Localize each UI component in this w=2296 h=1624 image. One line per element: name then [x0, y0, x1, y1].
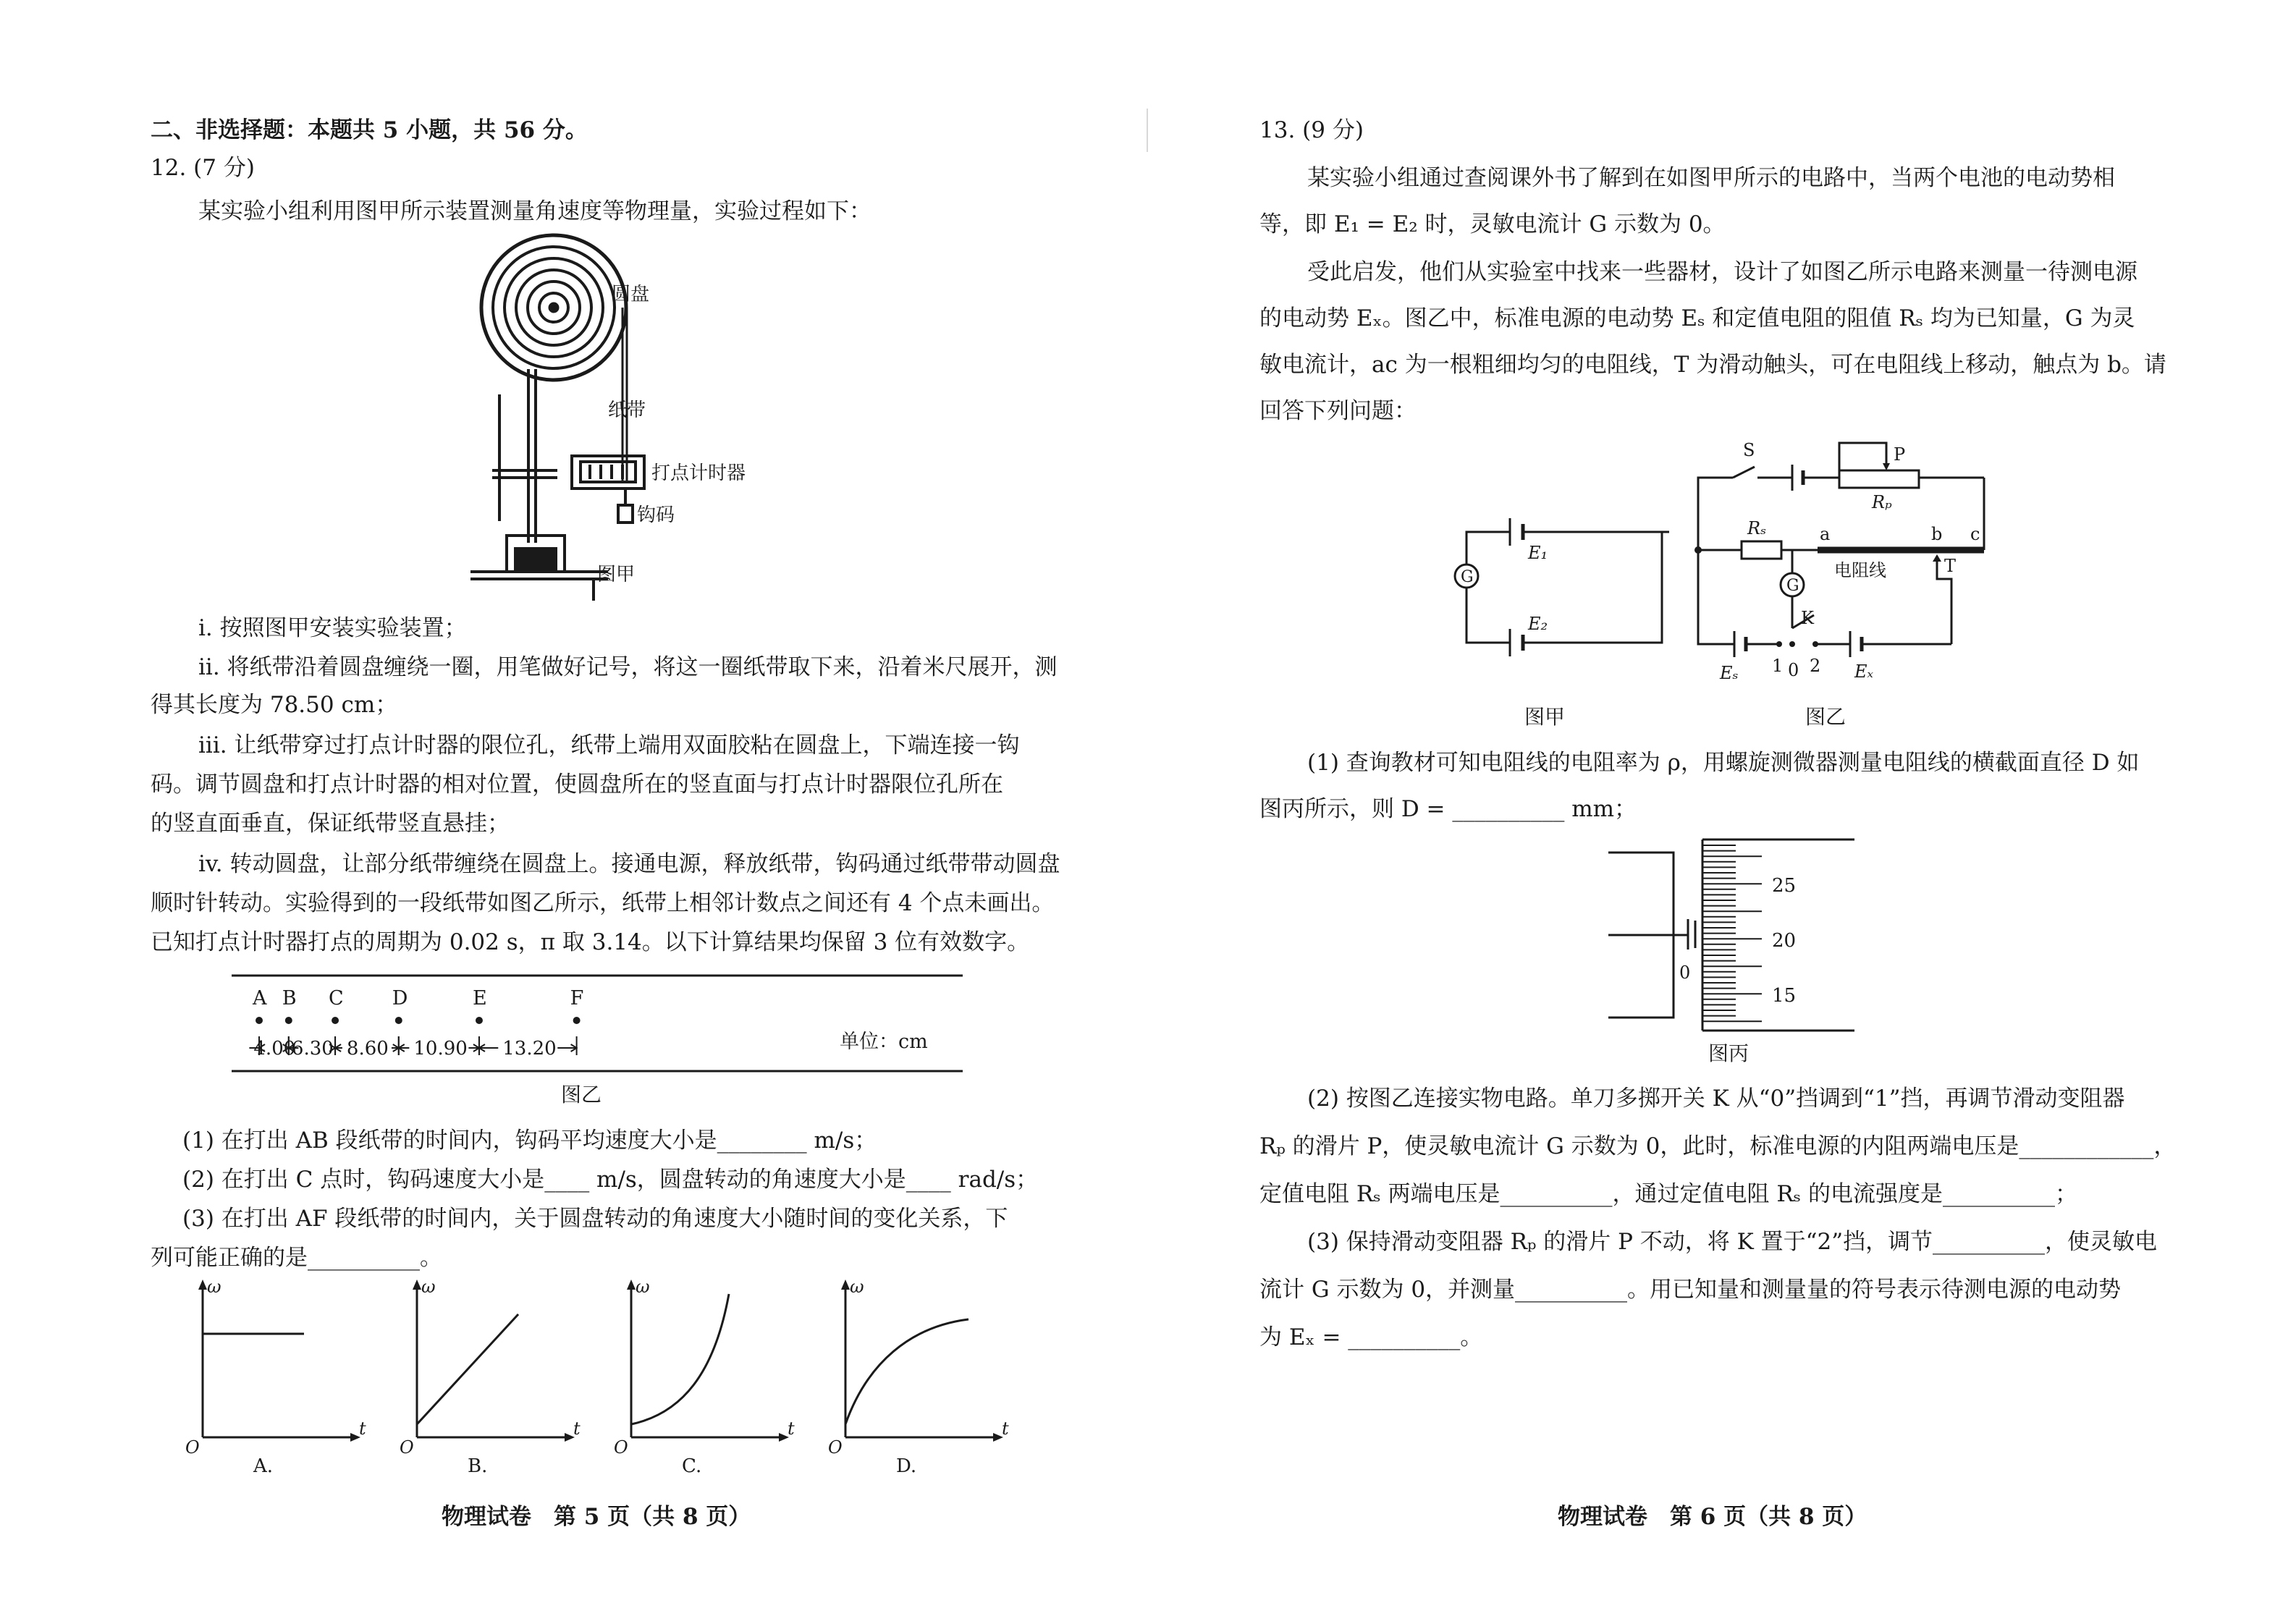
- q13-sub1-line1: (1) 查询教材可知电阻线的电阻率为 ρ，用螺旋测微器测量电阻线的横截面直径 D 如: [1307, 750, 2140, 776]
- yi-t-label: T: [1944, 556, 1957, 576]
- label-disk: 圆盘: [612, 284, 650, 305]
- tape-segments: [249, 1036, 576, 1060]
- step-4-line3: 已知打点计时器打点的周期为 0.02 s，π 取 3.14。以下计算结果均保留 3 位有效数字。: [151, 929, 1030, 955]
- yi-k-label: K: [1801, 608, 1814, 628]
- tape-distance-label: 8.60: [346, 1038, 389, 1060]
- graph-option-label: D.: [896, 1455, 917, 1477]
- graph-y-label: ω: [850, 1277, 864, 1297]
- graph-y-label: ω: [207, 1277, 221, 1297]
- micrometer-label-15: 15: [1772, 985, 1797, 1007]
- tape-points: [252, 987, 583, 1024]
- yi-c-label: c: [1970, 524, 1980, 544]
- figure-jia-apparatus: [463, 232, 746, 608]
- omega-t-option-graphs: [181, 1277, 1050, 1477]
- question-13-number: 13. (9 分): [1259, 117, 1364, 143]
- q13-sub2-line3: 定值电阻 Rₛ 两端电压是__________，通过定值电阻 Rₛ 的电流强度是__________；: [1259, 1181, 2077, 1207]
- tape-distance-label: 4.00: [253, 1038, 296, 1060]
- yi-wire-label: 电阻线: [1834, 560, 1886, 580]
- tape-point: [476, 1017, 483, 1024]
- figure-yi-caption: 图乙: [561, 1083, 602, 1107]
- q13-para2-line3: 敏电流计，ac 为一根粗细均匀的电阻线，T 为滑动触头，可在电阻线上移动，触点为 b。请: [1259, 352, 2166, 378]
- step-4-line2: 顺时针转动。实验得到的一段纸带如图乙所示，纸带上相邻计数点之间还有 4 个点未画出。: [151, 890, 1055, 916]
- graph-option-label: A.: [253, 1455, 274, 1477]
- tape-point: [332, 1017, 339, 1024]
- yi-es-label: Eₛ: [1720, 663, 1739, 683]
- tape-unit: 单位：cm: [840, 1031, 928, 1053]
- q13-para2-line2: 的电动势 Eₓ。图乙中，标准电源的电动势 Eₛ 和定值电阻的阻值 Rₛ 均为已知量，G 为灵: [1259, 305, 2135, 331]
- q13-sub2-line1: (2) 按图乙连接实物电路。单刀多掷开关 K 从“0”挡调到“1”挡，再调节滑动变阻器: [1307, 1086, 2125, 1112]
- figure-yi-paper-tape: [232, 963, 970, 1107]
- omega-t-curve: [417, 1314, 518, 1424]
- omega-t-curve: [631, 1294, 729, 1424]
- figure-jia-caption-right: 图甲: [1524, 705, 1566, 729]
- yi-rs-label: Rₛ: [1747, 518, 1767, 538]
- question-12-intro: 某实验小组利用图甲所示装置测量角速度等物理量，实验过程如下：: [198, 198, 871, 224]
- graph-x-label: t: [359, 1418, 366, 1439]
- tape-point: [395, 1017, 402, 1024]
- stand: [470, 369, 608, 601]
- graph-option-label: B.: [468, 1455, 488, 1477]
- yi-switch-label: S: [1743, 440, 1755, 460]
- micrometer-zero-label: 0: [1679, 963, 1691, 983]
- hook-weight: [618, 489, 633, 523]
- label-hook: 钩码: [637, 504, 675, 526]
- yi-slider-label: P: [1894, 444, 1906, 465]
- tape-point-label: B: [282, 987, 297, 1010]
- micrometer-label-20: 20: [1772, 930, 1797, 952]
- step-3-line1: iii. 让纸带穿过打点计时器的限位孔，纸带上端用双面胶粘在圆盘上，下端连接一钩: [198, 732, 1020, 758]
- jia-e2-label: E₂: [1528, 614, 1548, 634]
- graph-origin-label: O: [614, 1437, 628, 1458]
- q13-sub1-line2: 图丙所示，则 D = __________ mm；: [1259, 796, 1637, 822]
- q12-sub1: (1) 在打出 AB 段纸带的时间内，钩码平均速度大小是________ m/s；: [182, 1128, 877, 1154]
- q13-para2-line1: 受此启发，他们从实验室中找来一些器材，设计了如图乙所示电路来测量一待测电源: [1307, 259, 2137, 285]
- tape-point: [285, 1017, 292, 1024]
- omega-t-graph: [828, 1277, 1009, 1477]
- step-3-line2: 码。调节圆盘和打点计时器的相对位置，使圆盘所在的竖直面与打点计时器限位孔所在: [151, 771, 1003, 798]
- q12-sub3-line2: 列可能正确的是__________。: [151, 1245, 442, 1271]
- q13-sub3-line2: 流计 G 示数为 0，并测量__________。用已知量和测量量的符号表示待测电源的电动势: [1259, 1277, 2122, 1303]
- figure-bing-caption: 图丙: [1708, 1041, 1750, 1065]
- q13-para1-line2: 等，即 E₁ = E₂ 时，灵敏电流计 G 示数为 0。: [1259, 211, 1726, 237]
- q12-sub3-line1: (3) 在打出 AF 段纸带的时间内，关于圆盘转动的角速度大小随时间的变化关系，下: [182, 1206, 1008, 1232]
- jia-galvanometer-label: G: [1461, 568, 1474, 586]
- step-3-line3: 的竖直面垂直，保证纸带竖直悬挂；: [151, 811, 510, 837]
- circuit-figure-yi: [1698, 434, 2017, 731]
- section-heading: 二、非选择题：本题共 5 小题，共 56 分。: [151, 117, 588, 143]
- disk: [481, 235, 626, 380]
- circuit-figure-jia: [1445, 507, 1655, 731]
- q13-sub3-line3: 为 Eₓ = __________。: [1259, 1324, 1483, 1350]
- tape-point: [256, 1017, 263, 1024]
- graph-y-label: ω: [636, 1277, 650, 1297]
- omega-t-graph: [185, 1277, 366, 1477]
- tape-point-label: D: [392, 987, 408, 1010]
- q13-para2-line4: 回答下列问题：: [1259, 398, 1417, 424]
- step-4-line1: iv. 转动圆盘，让部分纸带缠绕在圆盘上。接通电源，释放纸带，钩码通过纸带带动圆盘: [198, 851, 1060, 877]
- omega-t-graph: [614, 1277, 795, 1477]
- graph-origin-label: O: [185, 1437, 200, 1458]
- graph-x-label: t: [1002, 1418, 1009, 1439]
- yi-rp-label: Rₚ: [1872, 492, 1892, 512]
- graph-option-label: C.: [682, 1455, 702, 1477]
- micrometer-figure-bing: [1608, 840, 1869, 1064]
- q12-sub2: (2) 在打出 C 点时，钩码速度大小是____ m/s，圆盘转动的角速度大小是____ rad/s；: [182, 1167, 1039, 1193]
- q13-sub3-line1: (3) 保持滑动变阻器 Rₚ 的滑片 P 不动，将 K 置于“2”挡，调节__________，使灵敏电: [1307, 1229, 2158, 1255]
- tape-point: [573, 1017, 581, 1024]
- jia-e1-label: E₁: [1528, 543, 1548, 563]
- yi-ex-label: Eₓ: [1854, 661, 1874, 682]
- q13-sub2-line2: Rₚ 的滑片 P，使灵敏电流计 G 示数为 0，此时，标准电源的内阻两端电压是____________，: [1259, 1133, 2177, 1159]
- page-footer: 物理试卷 第 6 页（共 8 页）: [1558, 1504, 1867, 1530]
- micrometer-label-25: 25: [1772, 875, 1797, 897]
- omega-t-curve: [845, 1319, 968, 1424]
- figure-yi-caption-right: 图乙: [1805, 705, 1846, 729]
- dot-timer: [572, 456, 644, 489]
- yi-pos0-label: 0: [1788, 660, 1799, 680]
- tape-distance-label: 6.30: [291, 1038, 334, 1060]
- graph-y-label: ω: [421, 1277, 436, 1297]
- tape-point-label: A: [253, 987, 267, 1010]
- graph-x-label: t: [573, 1418, 581, 1439]
- page-footer: 物理试卷 第 5 页（共 8 页）: [442, 1504, 751, 1530]
- graph-origin-label: O: [828, 1437, 843, 1458]
- question-12-number: 12. (7 分): [151, 155, 255, 181]
- tape-point-label: C: [329, 987, 344, 1010]
- tape-point-label: E: [472, 987, 487, 1010]
- graph-x-label: t: [788, 1418, 795, 1439]
- step-1: i. 按照图甲安装实验装置；: [198, 615, 467, 641]
- step-2-line1: ii. 将纸带沿着圆盘缠绕一圈，用笔做好记号，将这一圈纸带取下来，沿着米尺展开，测: [198, 654, 1058, 680]
- omega-t-graph: [400, 1277, 581, 1477]
- yi-pos2-label: 2: [1810, 656, 1821, 676]
- graph-origin-label: O: [400, 1437, 414, 1458]
- q13-para1-line1: 某实验小组通过查阅课外书了解到在如图甲所示的电路中，当两个电池的电动势相: [1307, 165, 2115, 191]
- label-timer: 打点计时器: [651, 462, 746, 484]
- exam-page-6: [1148, 0, 2296, 1624]
- tape-distance-label: 10.90: [413, 1038, 468, 1060]
- figure-jia-caption: 图甲: [597, 564, 636, 585]
- yi-b-label: b: [1931, 524, 1943, 544]
- yi-a-label: a: [1820, 524, 1831, 544]
- yi-galvanometer-label: G: [1786, 577, 1799, 595]
- step-2-line2: 得其长度为 78.50 cm；: [151, 692, 398, 718]
- label-tape: 纸带: [608, 399, 646, 421]
- yi-pos1-label: 1: [1772, 656, 1784, 676]
- tape-distance-label: 13.20: [502, 1038, 557, 1060]
- tape-point-label: F: [570, 987, 584, 1010]
